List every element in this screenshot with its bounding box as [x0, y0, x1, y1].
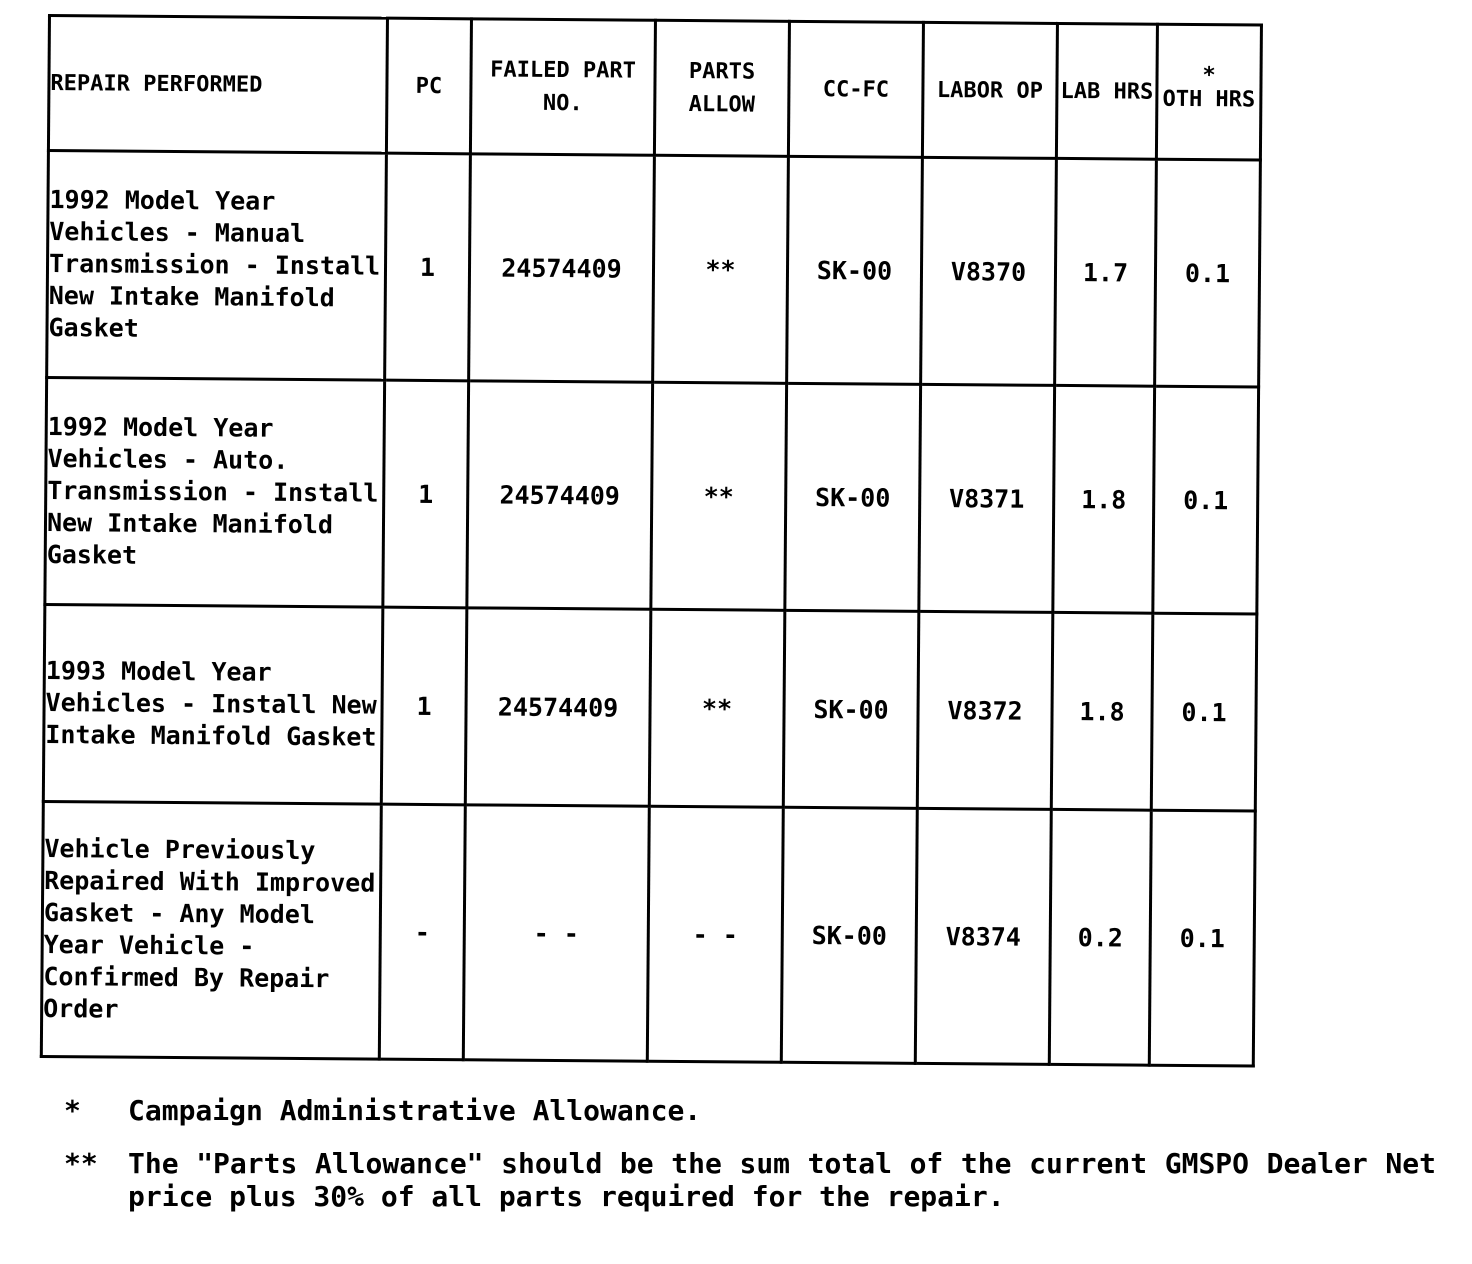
labor-op-cell: V8371 — [919, 384, 1055, 612]
footnote-mark: * — [64, 1094, 81, 1127]
table-row — [41, 801, 1255, 1066]
oth-hrs-cell: 0.1 — [1151, 613, 1257, 811]
repair-description: 1992 Model Year Vehicles - Auto. Transmission - Install New Intake Manifold Gasket — [45, 378, 385, 608]
header-oth-hrs-star: * — [1202, 62, 1216, 88]
footnote-text: Campaign Administrative Allowance. — [128, 1094, 702, 1127]
table-row — [43, 604, 1257, 811]
lab-hrs-cell: 0.2 — [1049, 809, 1151, 1065]
repair-table-container — [40, 14, 1260, 1067]
parts-allow-cell: ** — [651, 382, 787, 610]
oth-hrs-cell: 0.1 — [1149, 810, 1255, 1066]
labor-op-cell: V8374 — [915, 808, 1051, 1064]
failed-part-cell: 24574409 — [465, 608, 651, 806]
header-pc: PC — [386, 18, 471, 154]
header-row — [48, 16, 1261, 161]
footnote-parts-allowance — [64, 1147, 1436, 1213]
cc-fc-cell: SK-00 — [783, 610, 919, 808]
cc-fc-cell: SK-00 — [785, 383, 921, 611]
header-parts-allow: PARTS ALLOW — [654, 20, 789, 156]
pc-cell: 1 — [381, 607, 467, 805]
footnote-text: The "Parts Allowance" should be the sum total of the current GMSPO Dealer Net price plus 30% of all parts required for the repair. — [128, 1147, 1436, 1213]
labor-op-cell: V8372 — [917, 611, 1053, 809]
pc-cell: - — [379, 804, 465, 1060]
pc-cell: 1 — [383, 380, 469, 608]
header-oth-hrs: * OTH HRS — [1156, 24, 1261, 160]
pc-cell: 1 — [385, 153, 471, 381]
cc-fc-cell: SK-00 — [787, 156, 923, 384]
header-repair-performed: REPAIR PERFORMED — [48, 16, 387, 154]
parts-allow-cell: ** — [653, 155, 789, 383]
header-labor-op: LABOR OP — [922, 22, 1057, 158]
repair-description: Vehicle Previously Repaired With Improved Gasket - Any Model Year Vehicle - Confirmed By Repair Order — [41, 801, 381, 1059]
repair-description: 1992 Model Year Vehicles - Manual Transmission - Install New Intake Manifold Gasket — [47, 151, 387, 381]
failed-part-cell: 24574409 — [467, 381, 653, 609]
header-failed-part-no: FAILED PART NO. — [470, 19, 655, 155]
footnote-admin-allowance — [64, 1094, 1436, 1127]
oth-hrs-cell: 0.1 — [1155, 159, 1261, 387]
lab-hrs-cell: 1.8 — [1051, 612, 1153, 810]
cc-fc-cell: SK-00 — [781, 807, 917, 1063]
footnote-mark: ** — [64, 1147, 98, 1180]
parts-allow-cell: ** — [649, 609, 785, 807]
failed-part-cell: 24574409 — [469, 154, 655, 382]
header-cc-fc: CC-FC — [788, 21, 923, 157]
repair-description: 1993 Model Year Vehicles - Install New Intake Manifold Gasket — [43, 604, 383, 804]
oth-hrs-cell: 0.1 — [1153, 386, 1259, 614]
table-row — [45, 378, 1259, 615]
repair-table — [40, 14, 1263, 1068]
failed-part-cell: - - — [463, 805, 649, 1061]
table-row — [47, 151, 1261, 388]
lab-hrs-cell: 1.7 — [1055, 158, 1157, 386]
footnotes — [64, 1094, 1436, 1233]
parts-allow-cell: - - — [647, 806, 783, 1062]
header-lab-hrs: LAB HRS — [1056, 23, 1157, 159]
labor-op-cell: V8370 — [921, 157, 1057, 385]
lab-hrs-cell: 1.8 — [1053, 385, 1155, 613]
